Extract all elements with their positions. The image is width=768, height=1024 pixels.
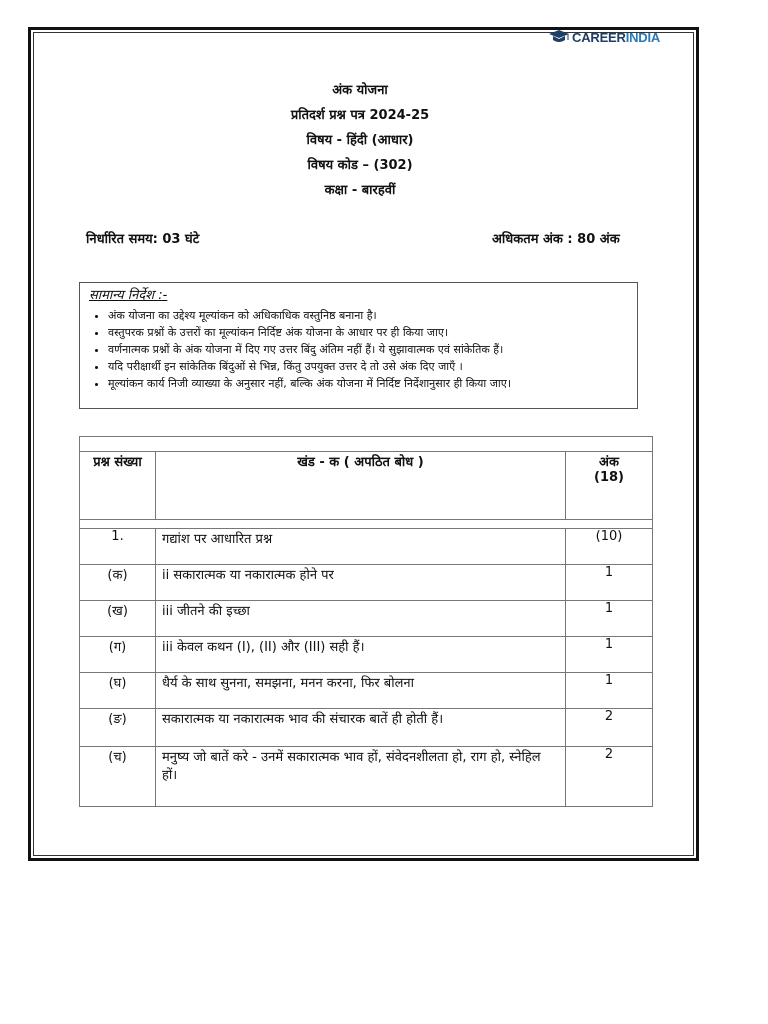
instruction-item: • वर्णनात्मक प्रश्नों के अंक योजना में दिए गए उत्तर बिंदु अंतिम नहीं हैं। ये सुझावात्मक एवं सांकेतिक हैं। [108,341,631,358]
marks-value: 1 [566,637,653,673]
question-number: 1. [80,529,156,565]
title-class: कक्षा - बारहवीं [324,183,396,198]
table-header-row [80,452,653,520]
maximum-marks: अधिकतम अंक : 80 अंक [492,232,620,247]
question-number: (ख) [80,601,156,637]
time-allowed: निर्धारित समय: 03 घंटे [86,232,200,247]
header-marks [566,452,653,520]
instruction-item: • यदि परीक्षार्थी इन सांकेतिक बिंदुओं से भिन्न, किंतु उपयुक्त उत्तर दे तो उसे अंक दिए जाएँ । [108,358,631,375]
header-section-title: खंड - क ( अपठित बोध ) [156,452,566,520]
answer-key-table [79,436,653,807]
table-row [80,565,653,601]
marks-value: (10) [566,529,653,565]
table-row [80,637,653,673]
instructions-heading: सामान्य निर्देश :- [89,288,168,303]
question-number: (च) [80,747,156,807]
instruction-item: • वस्तुपरक प्रश्नों के उत्तरों का मूल्यांकन निर्दिष्ट अंक योजना के आधार पर ही किया जाए। [108,324,631,341]
table-top-spacer [80,437,653,452]
instruction-item: • मूल्यांकन कार्य निजी व्याख्या के अनुसार नहीं, बल्कि अंक योजना में निर्दिष्ट निर्देशानुसार ही किया जाए। [108,375,631,392]
header-marks-label: अंक [599,455,619,470]
title-subject: विषय - हिंदी (आधार) [306,133,414,148]
title-marking-scheme: अंक योजना [332,83,388,98]
careerindia-logo [548,27,660,47]
marks-value: 1 [566,601,653,637]
general-instructions-box [79,282,638,409]
answer-text: धैर्य के साथ सुनना, समझना, मनन करना, फिर बोलना [156,673,566,709]
table-row [80,673,653,709]
answer-text: iii केवल कथन (I), (II) और (III) सही हैं। [156,637,566,673]
table-header-spacer [80,520,653,529]
instruction-item: • अंक योजना का उद्देश्य मूल्यांकन को अधिकाधिक वस्तुनिष्ठ बनाना है। [108,307,631,324]
question-number: (क) [80,565,156,601]
answer-text: गद्यांश पर आधारित प्रश्न [156,529,566,565]
answer-text: मनुष्य जो बातें करे - उनमें सकारात्मक भाव हों, संवेदनशीलता हो, राग हो, स्नेहिल हों। [156,747,566,807]
logo-text-career: CAREER [572,29,626,45]
marks-value: 2 [566,747,653,807]
header-marks-total: (18) [594,470,624,485]
marks-value: 2 [566,709,653,747]
marks-value: 1 [566,673,653,709]
table-row [80,747,653,807]
table-row [80,529,653,565]
question-number: (घ) [80,673,156,709]
answer-text: सकारात्मक या नकारात्मक भाव की संचारक बातें ही होती हैं। [156,709,566,747]
graduation-cap-icon [548,29,570,45]
title-sample-paper: प्रतिदर्श प्रश्न पत्र 2024-25 [290,108,430,123]
answer-text: iii जीतने की इच्छा [156,601,566,637]
table-row [80,709,653,747]
title-subject-code: विषय कोड – (302) [307,158,413,173]
question-number: (ङ) [80,709,156,747]
marks-value: 1 [566,565,653,601]
answer-text: ii सकारात्मक या नकारात्मक होने पर [156,565,566,601]
instructions-list [86,307,631,392]
question-number: (ग) [80,637,156,673]
logo-text-india: INDIA [625,29,661,45]
table-row [80,601,653,637]
header-question-number: प्रश्न संख्या [80,452,156,520]
